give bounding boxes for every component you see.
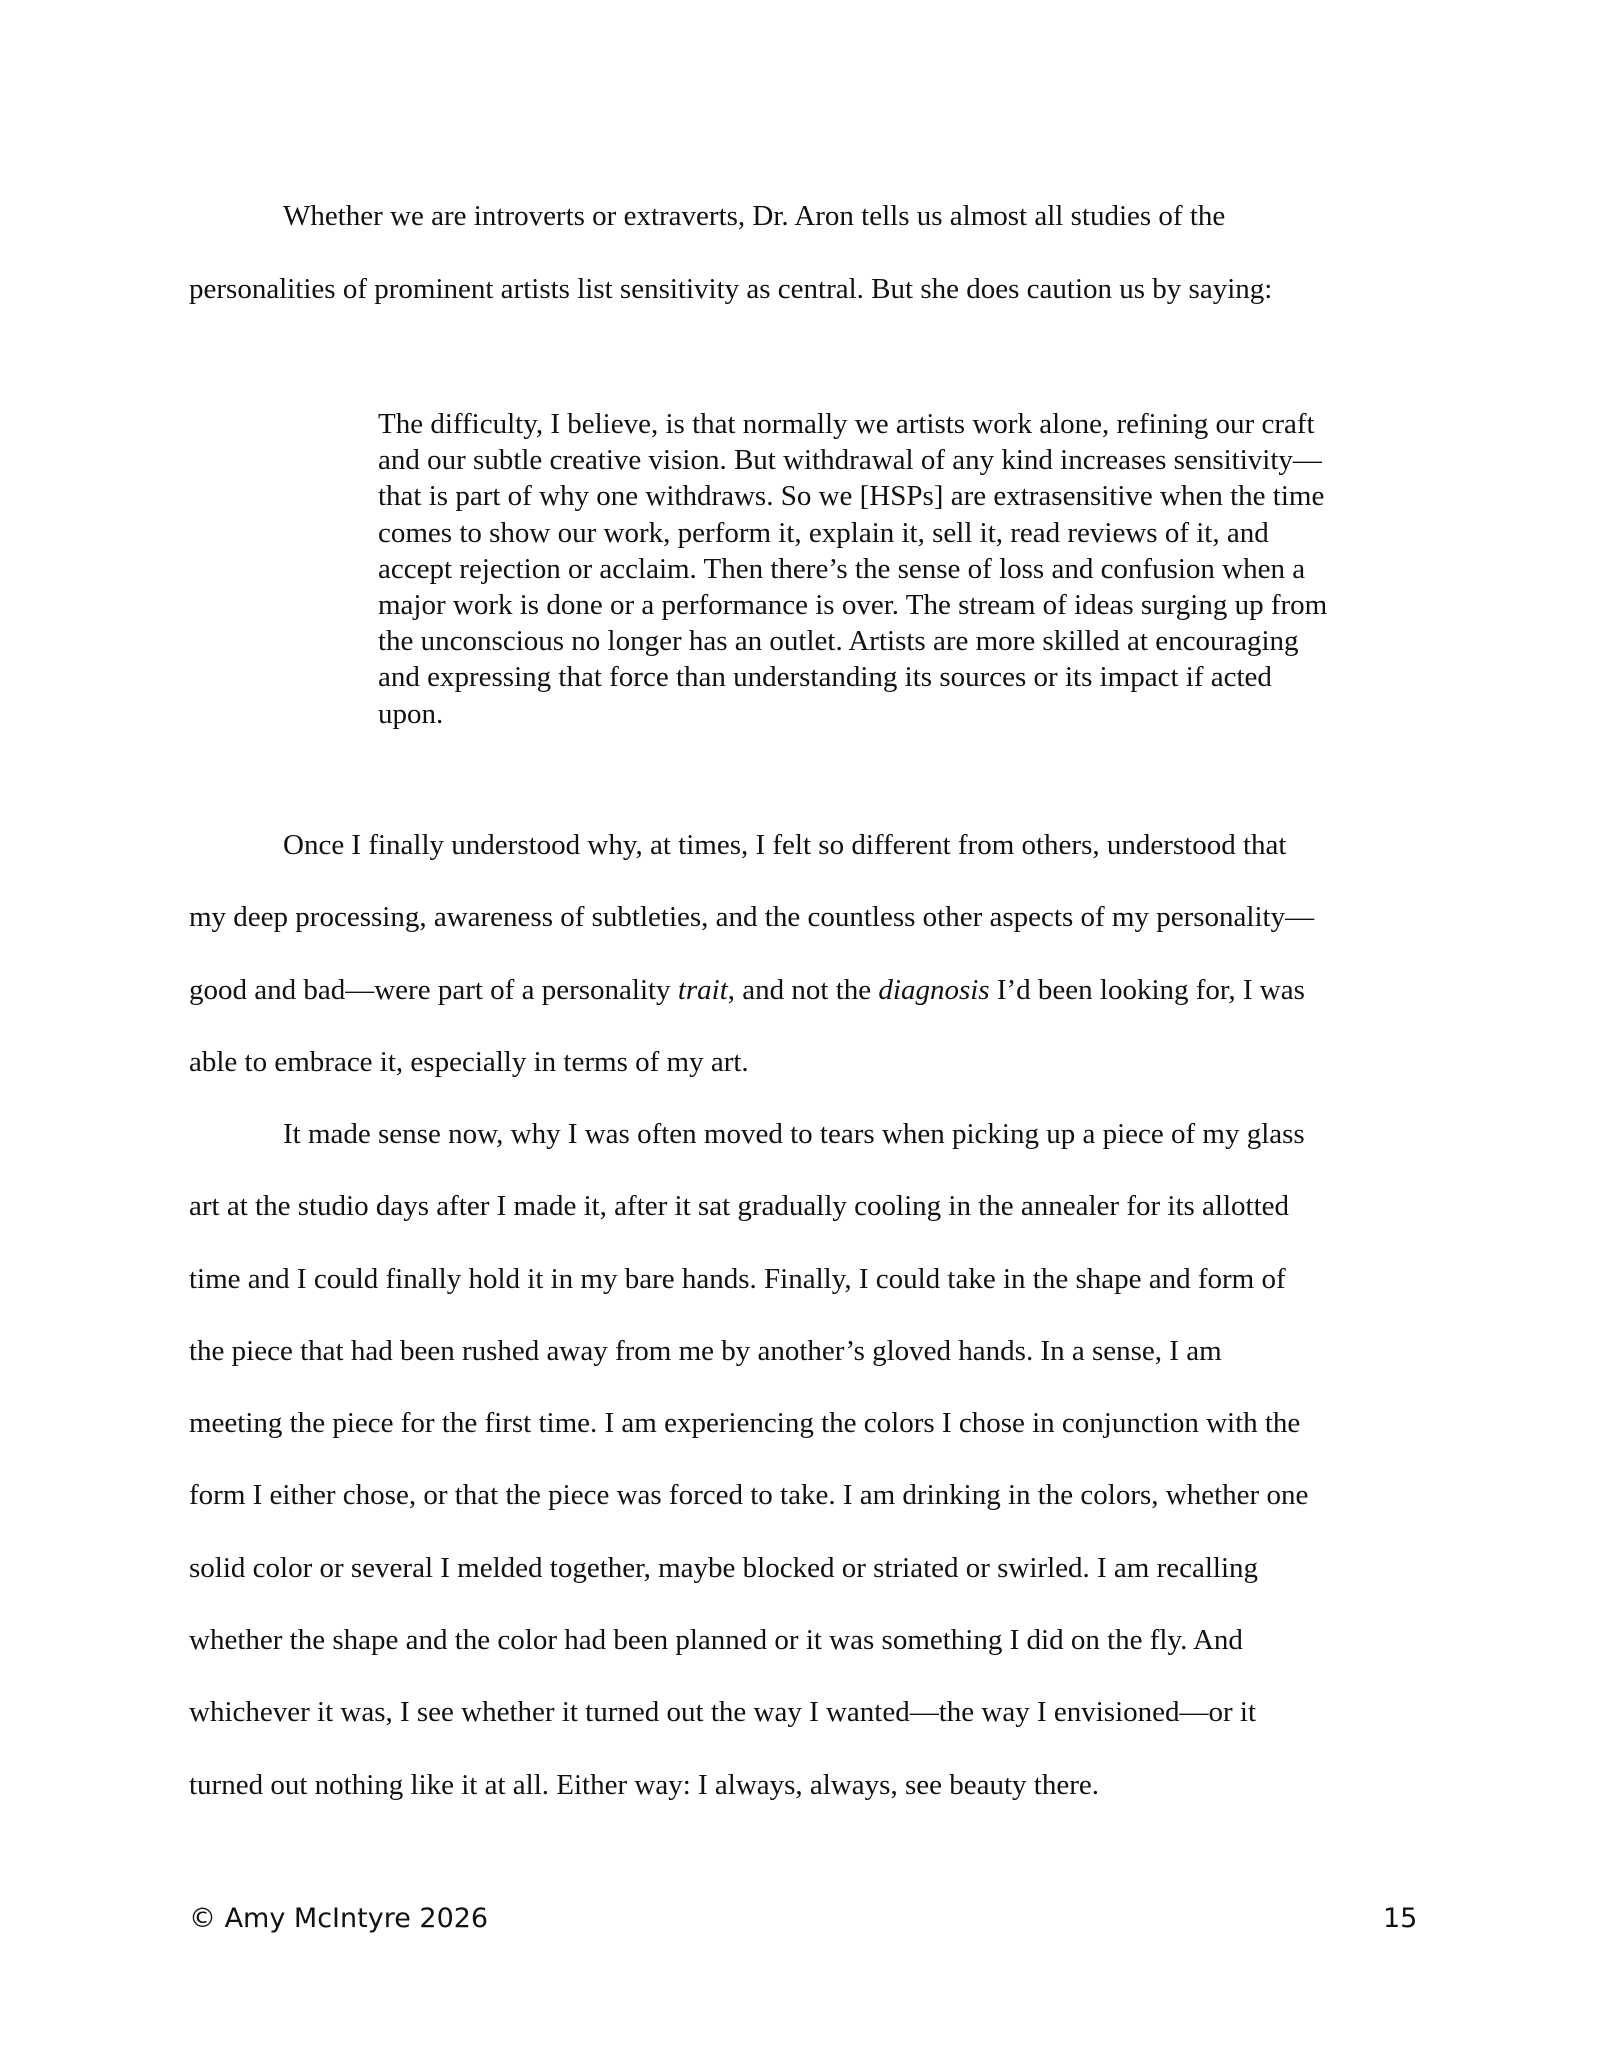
- paragraph-line: meeting the piece for the first time. I am experiencing the colors I chose in conjunction with the: [189, 1407, 1301, 1440]
- emphasis-trait: trait: [677, 973, 728, 1006]
- text-run: good and bad—were part of a personality: [189, 973, 678, 1006]
- paragraph-intro: [189, 180, 1419, 325]
- paragraph-line: the piece that had been rushed away from me by another’s gloved hands. In a sense, I am: [189, 1334, 1222, 1367]
- quote-line: upon.: [378, 697, 444, 730]
- paragraph-line: Whether we are introverts or extraverts, Dr. Aron tells us almost all studies of the: [283, 200, 1226, 232]
- paragraph-line: my deep processing, awareness of subtleties, and the countless other aspects of my personality—: [189, 901, 1315, 934]
- paragraph-line: personalities of prominent artists list sensitivity as central. But she does caution us by saying:: [189, 272, 1273, 305]
- paragraph-line: form I either chose, or that the piece was forced to take. I am drinking in the colors, whether one: [189, 1479, 1309, 1512]
- emphasis-diagnosis: diagnosis: [878, 973, 990, 1006]
- block-quote: [378, 406, 1428, 732]
- paragraph-line: whether the shape and the color had been planned or it was something I did on the fly. And: [189, 1624, 1243, 1657]
- paragraph-line: time and I could finally hold it in my bare hands. Finally, I could take in the shape and form of: [189, 1262, 1286, 1295]
- quote-line: the unconscious no longer has an outlet. Artists are more skilled at encouraging: [378, 625, 1299, 658]
- text-run: , and not the: [727, 973, 879, 1006]
- quote-line: accept rejection or acclaim. Then there’s the sense of loss and confusion when a: [378, 552, 1306, 585]
- paragraph-line: [189, 954, 1419, 1026]
- quote-line: and our subtle creative vision. But withdrawal of any kind increases sensitivity—: [378, 444, 1322, 477]
- quote-line: comes to show our work, perform it, explain it, sell it, read reviews of it, and: [378, 516, 1269, 549]
- text-run: I’d been looking for, I was: [989, 973, 1305, 1006]
- quote-line: and expressing that force than understanding its sources or its impact if acted: [378, 661, 1272, 694]
- quote-line: The difficulty, I believe, is that normally we artists work alone, refining our craft: [378, 408, 1315, 440]
- quote-line: major work is done or a performance is over. The stream of ideas surging up from: [378, 589, 1328, 622]
- paragraph-line: whichever it was, I see whether it turned out the way I wanted—the way I envisioned—or it: [189, 1696, 1257, 1729]
- paragraph-understanding: [189, 809, 1419, 1098]
- paragraph-line: It made sense now, why I was often moved to tears when picking up a piece of my glass: [283, 1118, 1305, 1150]
- paragraph-line: able to embrace it, especially in terms of my art.: [189, 1045, 749, 1078]
- paragraph-line: solid color or several I melded together, maybe blocked or striated or swirled. I am recalling: [189, 1551, 1259, 1584]
- paragraph-glass-art: [189, 1098, 1419, 1821]
- paragraph-line: turned out nothing like it at all. Either way: I always, always, see beauty there.: [189, 1768, 1100, 1801]
- paragraph-line: Once I finally understood why, at times, I felt so different from others, understood that: [283, 829, 1287, 861]
- quote-line: that is part of why one withdraws. So we [HSPs] are extrasensitive when the time: [378, 480, 1325, 513]
- footer-page-number: 15: [1383, 1903, 1418, 1934]
- footer-copyright: © Amy McIntyre 2026: [189, 1903, 489, 1934]
- paragraph-line: art at the studio days after I made it, after it sat gradually cooling in the annealer for its allotted: [189, 1190, 1290, 1223]
